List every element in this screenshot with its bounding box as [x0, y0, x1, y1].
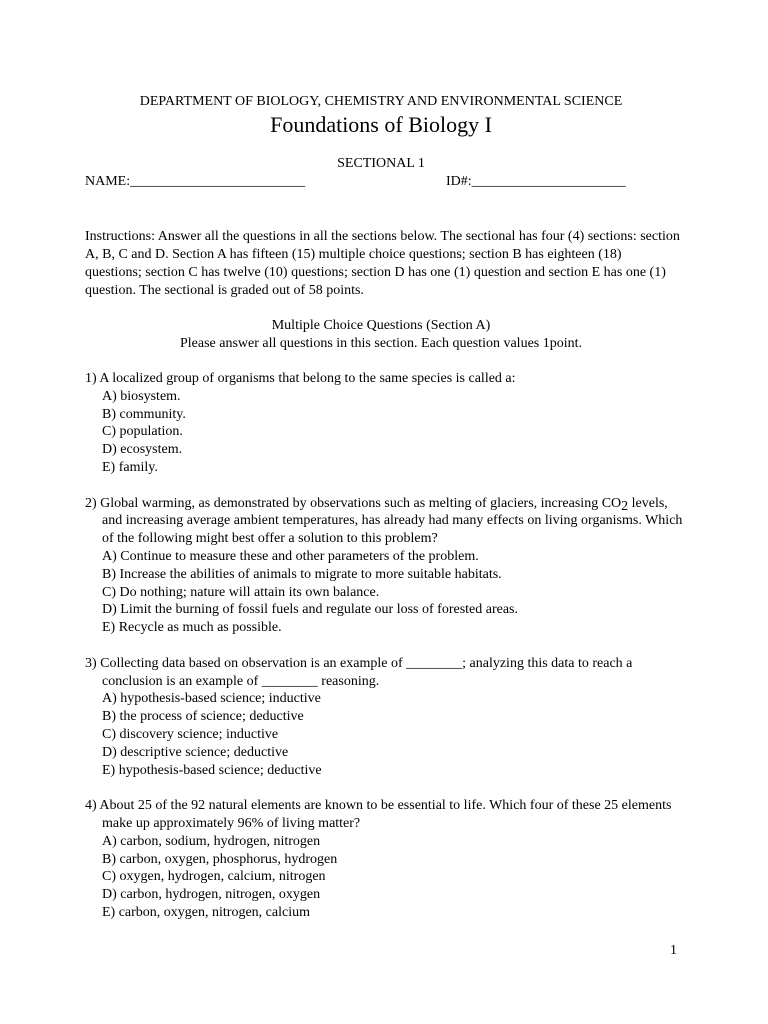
- option-b: B) Increase the abilities of animals to migrate to more suitable habitats.: [102, 566, 502, 582]
- option-d: D) Limit the burning of fossil fuels and regulate our loss of forested areas.: [102, 602, 519, 618]
- option-a: A) Continue to measure these and other parameters of the problem.: [102, 548, 479, 564]
- option-b: B) community.: [102, 406, 186, 422]
- co2-subscript: 2: [621, 498, 629, 514]
- option-a: A) carbon, sodium, hydrogen, nitrogen: [102, 833, 321, 849]
- section-a-title: Multiple Choice Questions (Section A): [271, 318, 491, 333]
- option-a: A) biosystem.: [102, 388, 181, 404]
- option-c: C) discovery science; inductive: [102, 726, 279, 742]
- question-stem: 3) Collecting data based on observation is an example of ________; analyzing this data to reach a conclusion is an example of ________ reasoning.: [85, 655, 633, 689]
- option-c: C) Do nothing; nature will attain its own balance.: [102, 584, 380, 600]
- course-title: Foundations of Biology I: [270, 112, 492, 137]
- id-field: ID#:______________________: [446, 174, 626, 189]
- page-number: 1: [670, 943, 677, 958]
- option-c: C) oxygen, hydrogen, calcium, nitrogen: [102, 869, 326, 885]
- question-2: [85, 495, 685, 637]
- option-e: E) carbon, oxygen, nitrogen, calcium: [102, 904, 310, 920]
- section-a-heading: [0, 317, 762, 353]
- section-a-note: Please answer all questions in this section. Each question values 1point.: [179, 336, 583, 351]
- question-1: [85, 370, 685, 477]
- sectional-heading: SECTIONAL 1: [337, 156, 425, 171]
- option-e: E) Recycle as much as possible.: [102, 620, 282, 636]
- option-d: D) ecosystem.: [102, 442, 183, 458]
- question-stem: 4) About 25 of the 92 natural elements are known to be essential to life. Which four of these 25 elements make up approximately 96% of living matter?: [85, 798, 672, 831]
- option-e: E) family.: [102, 459, 158, 475]
- option-b: B) the process of science; deductive: [102, 709, 304, 725]
- option-d: D) carbon, hydrogen, nitrogen, oxygen: [102, 887, 321, 903]
- option-d: D) descriptive science; deductive: [102, 744, 289, 760]
- question-stem: 1) A localized group of organisms that belong to the same species is called a:: [85, 371, 516, 386]
- name-field: NAME:_________________________: [85, 174, 306, 189]
- option-e: E) hypothesis-based science; deductive: [102, 762, 322, 778]
- option-c: C) population.: [102, 424, 183, 440]
- question-3: [85, 655, 685, 780]
- department-heading: DEPARTMENT OF BIOLOGY, CHEMISTRY AND ENVIRONMENTAL SCIENCE: [139, 94, 623, 109]
- stem-text-start: 2) Global warming, as demonstrated by observations such as melting of glaciers, increasing CO: [85, 495, 622, 511]
- question-4: [85, 797, 685, 922]
- stem-text-end: levels, and increasing average ambient temperatures, has already had many effects on living organisms. Which of the following might best offer a solution to this problem?: [102, 495, 683, 547]
- option-b: B) carbon, oxygen, phosphorus, hydrogen: [102, 851, 338, 867]
- question-list: [85, 370, 685, 940]
- option-a: A) hypothesis-based science; inductive: [102, 691, 321, 707]
- instructions-paragraph: Instructions: Answer all the questions in all the sections below. The sectional has four (4) sections: section A, B, C and D. Section A has fifteen (15) multiple choice questions; section B has eighteen (18) questions; section C has twelve (10) questions; section D has one (1) question and section E has one (1) question. The sectional is graded out of 58 points.: [85, 229, 680, 298]
- question-stem: [85, 495, 685, 548]
